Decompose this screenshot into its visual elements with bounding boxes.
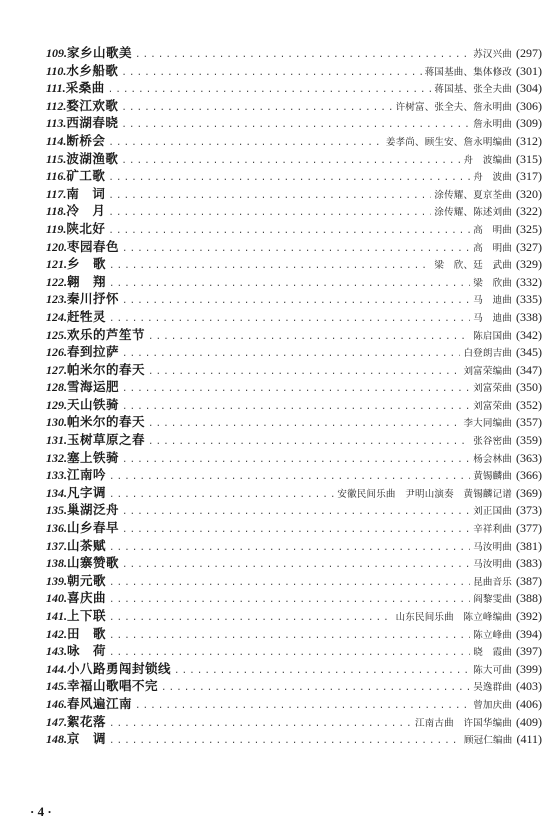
dot-leader bbox=[109, 733, 461, 751]
entry-page: (363) bbox=[516, 450, 542, 465]
entry-composer: 舟 波曲 bbox=[473, 172, 512, 184]
toc-entry[interactable] bbox=[46, 202, 542, 220]
dot-leader bbox=[109, 469, 470, 487]
entry-composer: 黄锡麟曲 bbox=[473, 471, 512, 483]
entry-title: 京 调 bbox=[67, 731, 107, 747]
entry-composer: 陈启国曲 bbox=[473, 330, 512, 342]
dot-leader bbox=[108, 170, 470, 188]
dot-leader bbox=[122, 381, 470, 399]
entry-title: 春到拉萨 bbox=[67, 344, 120, 360]
entry-page: (403) bbox=[516, 679, 542, 694]
entry-number: 121. bbox=[46, 257, 67, 272]
toc-entry[interactable] bbox=[46, 713, 542, 731]
entry-title: 山乡春早 bbox=[67, 520, 120, 536]
entry-composer: 刘富荣曲 bbox=[473, 383, 512, 395]
entry-composer: 马 迪曲 bbox=[473, 312, 512, 324]
entry-number: 117. bbox=[46, 186, 67, 201]
dot-leader bbox=[148, 434, 470, 452]
entry-title: 婺江欢歌 bbox=[66, 97, 119, 113]
entry-composer: 江南古曲 许国华编曲 bbox=[414, 717, 512, 729]
dot-leader bbox=[121, 117, 470, 135]
toc-entry[interactable] bbox=[46, 44, 542, 62]
toc-entry[interactable] bbox=[46, 62, 542, 80]
entry-title: 山茶赋 bbox=[67, 537, 107, 553]
dot-leader bbox=[122, 557, 470, 575]
entry-title: 朝元歌 bbox=[67, 572, 107, 588]
entry-number: 141. bbox=[46, 609, 67, 623]
entry-number: 119. bbox=[46, 221, 67, 236]
entry-composer: 詹永明曲 bbox=[473, 119, 512, 131]
entry-composer: 蒋国基、张全夫曲 bbox=[434, 84, 512, 96]
dot-leader bbox=[148, 416, 460, 434]
entry-title: 秦川抒怀 bbox=[67, 291, 120, 307]
entry-page: (312) bbox=[516, 133, 542, 148]
entry-title: 塞上铁骑 bbox=[67, 449, 120, 465]
toc-entry[interactable] bbox=[46, 343, 542, 361]
entry-composer: 高 明曲 bbox=[473, 224, 512, 236]
entry-number: 114. bbox=[46, 133, 67, 148]
toc-entry[interactable] bbox=[46, 167, 542, 185]
dot-leader bbox=[109, 592, 470, 610]
dot-leader bbox=[109, 487, 334, 505]
entry-title: 水乡船歌 bbox=[66, 62, 119, 78]
entry-title: 冷 月 bbox=[66, 203, 106, 219]
toc-entry[interactable] bbox=[46, 642, 542, 660]
dot-leader bbox=[135, 698, 470, 716]
toc-entry[interactable] bbox=[46, 625, 542, 643]
entry-page: (350) bbox=[516, 380, 542, 395]
dot-leader bbox=[109, 628, 470, 646]
entry-title: 山寨赞歌 bbox=[67, 555, 120, 571]
toc-entry[interactable] bbox=[46, 361, 542, 379]
entry-composer: 梁 欣、廷 武曲 bbox=[434, 260, 512, 272]
entry-page: (329) bbox=[516, 257, 542, 272]
entry-composer: 刘富荣曲 bbox=[473, 400, 512, 412]
toc-entry[interactable] bbox=[46, 308, 542, 326]
toc-entry[interactable] bbox=[46, 396, 542, 414]
entry-page: (377) bbox=[516, 521, 542, 536]
entry-composer: 吴逸群曲 bbox=[473, 682, 512, 694]
entry-composer: 阎黎雯曲 bbox=[473, 594, 512, 606]
entry-page: (387) bbox=[516, 573, 542, 588]
entry-number: 140. bbox=[46, 591, 67, 606]
dot-leader bbox=[109, 276, 470, 294]
dot-leader bbox=[122, 399, 470, 417]
dot-leader bbox=[121, 65, 421, 83]
entry-page: (317) bbox=[516, 169, 542, 184]
entry-number: 123. bbox=[46, 292, 67, 307]
entry-page: (347) bbox=[516, 362, 542, 377]
entry-composer: 昆曲音乐 bbox=[473, 576, 512, 588]
entry-title: 断桥会 bbox=[66, 132, 106, 148]
toc-entry[interactable] bbox=[46, 537, 542, 555]
entry-composer: 安徽民间乐曲 尹明山演奏 黄锡麟记谱 bbox=[337, 488, 512, 500]
dot-leader bbox=[174, 663, 470, 681]
entry-number: 130. bbox=[46, 415, 67, 430]
dot-leader bbox=[122, 452, 470, 470]
toc-entry[interactable] bbox=[46, 150, 542, 168]
entry-composer: 白登朗吉曲 bbox=[463, 348, 512, 360]
entry-page: (352) bbox=[516, 397, 542, 412]
entry-number: 138. bbox=[46, 556, 67, 571]
entry-title: 天山铁骑 bbox=[67, 396, 120, 412]
entry-number: 125. bbox=[46, 327, 67, 342]
entry-title: 乡 歌 bbox=[67, 256, 107, 272]
entry-title: 巢湖泛舟 bbox=[67, 502, 120, 518]
entry-number: 113. bbox=[46, 116, 67, 131]
entry-title: 枣园春色 bbox=[67, 238, 120, 254]
entry-title: 帕米尔的春天 bbox=[67, 361, 146, 377]
entry-title: 田 歌 bbox=[67, 625, 107, 641]
dot-leader bbox=[108, 188, 431, 206]
entry-composer: 姜孝尚、顾生安、詹永明编曲 bbox=[385, 136, 512, 148]
entry-composer: 张谷密曲 bbox=[473, 436, 512, 448]
entry-composer: 杨会林曲 bbox=[473, 453, 512, 465]
dot-leader bbox=[148, 329, 470, 347]
entry-composer: 高 明曲 bbox=[473, 242, 512, 254]
entry-page: (301) bbox=[516, 63, 542, 78]
entry-number: 135. bbox=[46, 503, 67, 518]
entry-number: 139. bbox=[46, 573, 67, 588]
toc-entry[interactable] bbox=[46, 378, 542, 396]
dot-leader bbox=[121, 153, 460, 171]
entry-number: 147. bbox=[46, 714, 67, 729]
dot-leader bbox=[135, 47, 470, 65]
entry-title: 帕米尔的春天 bbox=[67, 414, 146, 430]
dot-leader bbox=[161, 680, 470, 698]
toc-entry[interactable] bbox=[46, 220, 542, 238]
entry-page: (345) bbox=[516, 345, 542, 360]
toc-entry[interactable] bbox=[46, 97, 542, 115]
entry-number: 132. bbox=[46, 450, 67, 465]
entry-composer: 陈大可曲 bbox=[473, 664, 512, 676]
toc-entry[interactable] bbox=[46, 589, 542, 607]
entry-page: (397) bbox=[516, 644, 542, 659]
toc-entry[interactable] bbox=[46, 572, 542, 590]
toc-entry[interactable] bbox=[46, 273, 542, 291]
entry-title: 春风遍江南 bbox=[67, 695, 133, 711]
entry-page: (320) bbox=[516, 186, 542, 201]
entry-page: (383) bbox=[516, 556, 542, 571]
toc-entry[interactable] bbox=[46, 79, 542, 97]
entry-title: 玉树草原之春 bbox=[67, 432, 146, 448]
entry-title: 南 词 bbox=[66, 185, 106, 201]
entry-title: 波湖渔歌 bbox=[66, 150, 119, 166]
entry-page: (369) bbox=[516, 485, 542, 500]
entry-composer: 陈立峰曲 bbox=[473, 629, 512, 641]
entry-page: (342) bbox=[516, 327, 542, 342]
entry-number: 127. bbox=[46, 362, 67, 377]
entry-page: (325) bbox=[516, 221, 542, 236]
dot-leader bbox=[108, 205, 431, 223]
toc-entry[interactable] bbox=[46, 114, 542, 132]
entry-title: 小八路勇闯封锁线 bbox=[67, 660, 172, 676]
entry-composer: 梁 欣曲 bbox=[473, 277, 512, 289]
toc-entry[interactable] bbox=[46, 484, 542, 502]
entry-composer: 马 迪曲 bbox=[473, 295, 512, 307]
entry-number: 109. bbox=[46, 46, 67, 60]
entry-composer: 蒋国基曲、集体修改 bbox=[424, 66, 512, 78]
toc-entry[interactable] bbox=[46, 519, 542, 537]
page-number: · 4 · bbox=[30, 804, 52, 819]
entry-page: (366) bbox=[516, 468, 542, 483]
toc-entry[interactable] bbox=[46, 677, 542, 695]
dot-leader bbox=[109, 540, 470, 558]
entry-page: (309) bbox=[516, 116, 542, 131]
entry-composer: 山东民间乐曲 陈立峰编曲 bbox=[395, 612, 512, 623]
entry-number: 136. bbox=[46, 521, 67, 536]
entry-composer: 舟 波编曲 bbox=[463, 154, 512, 166]
entry-title: 江南吟 bbox=[67, 467, 107, 483]
dot-leader bbox=[148, 364, 460, 382]
entry-page: (399) bbox=[516, 661, 542, 676]
entry-composer: 涂传耀、夏京荃曲 bbox=[434, 189, 512, 201]
entry-number: 111. bbox=[46, 81, 66, 96]
entry-number: 116. bbox=[46, 169, 67, 184]
dot-leader bbox=[108, 135, 383, 153]
entry-composer: 苏汉兴曲 bbox=[473, 49, 512, 60]
entry-composer: 晓 霞曲 bbox=[473, 647, 512, 659]
entry-number: 145. bbox=[46, 679, 67, 694]
toc-entry[interactable] bbox=[46, 730, 542, 748]
entry-page: (392) bbox=[516, 609, 542, 623]
entry-page: (381) bbox=[516, 538, 542, 553]
entry-page: (357) bbox=[516, 415, 542, 430]
entry-number: 120. bbox=[46, 239, 67, 254]
entry-number: 144. bbox=[46, 661, 67, 676]
entry-number: 142. bbox=[46, 626, 67, 641]
toc-entry[interactable] bbox=[46, 431, 542, 449]
toc-entry[interactable] bbox=[46, 695, 542, 713]
entry-page: (304) bbox=[516, 81, 542, 96]
entry-title: 雪海运肥 bbox=[67, 379, 120, 395]
dot-leader bbox=[122, 293, 470, 311]
entry-page: (327) bbox=[516, 239, 542, 254]
toc-entry[interactable] bbox=[46, 255, 542, 273]
dot-leader bbox=[122, 241, 470, 259]
entry-title: 咏 荷 bbox=[67, 643, 107, 659]
entry-page: (388) bbox=[516, 591, 542, 606]
dot-leader bbox=[121, 100, 392, 118]
entry-number: 115. bbox=[46, 151, 67, 166]
entry-number: 143. bbox=[46, 644, 67, 659]
entry-number: 146. bbox=[46, 696, 67, 711]
entry-page: (338) bbox=[516, 309, 542, 324]
entry-number: 124. bbox=[46, 309, 67, 324]
entry-number: 122. bbox=[46, 274, 67, 289]
entry-composer: 李大同编曲 bbox=[463, 418, 512, 430]
entry-page: (332) bbox=[516, 274, 542, 289]
entry-composer: 刘正国曲 bbox=[473, 506, 512, 518]
entry-page: (315) bbox=[516, 151, 542, 166]
dot-leader bbox=[109, 258, 431, 276]
entry-composer: 顾冠仁编曲 bbox=[463, 735, 513, 747]
entry-title: 翱 翔 bbox=[67, 273, 107, 289]
entry-page: (322) bbox=[516, 204, 542, 219]
entry-composer: 曾加庆曲 bbox=[473, 699, 512, 711]
entry-composer: 马汝明曲 bbox=[473, 541, 512, 553]
entry-page: (409) bbox=[516, 714, 542, 729]
dot-leader bbox=[122, 522, 470, 540]
entry-number: 118. bbox=[46, 204, 67, 219]
entry-title: 上下联 bbox=[67, 608, 107, 623]
entry-title: 陕北好 bbox=[66, 220, 106, 236]
entry-number: 133. bbox=[46, 468, 67, 483]
entry-number: 134. bbox=[46, 485, 67, 500]
entry-number: 148. bbox=[46, 732, 67, 747]
dot-leader bbox=[108, 82, 432, 100]
entry-number: 126. bbox=[46, 345, 67, 360]
entry-number: 110. bbox=[46, 63, 67, 78]
entry-title: 幸福山歌唱不完 bbox=[67, 678, 159, 694]
dot-leader bbox=[108, 223, 470, 241]
entry-page: (359) bbox=[516, 433, 542, 448]
dot-leader bbox=[109, 610, 393, 628]
entry-title: 赶牲灵 bbox=[67, 308, 107, 324]
entry-title: 矿工歌 bbox=[66, 168, 106, 184]
entry-number: 128. bbox=[46, 380, 67, 395]
entry-number: 112. bbox=[46, 98, 67, 113]
entry-number: 129. bbox=[46, 397, 67, 412]
entry-number: 137. bbox=[46, 538, 67, 553]
entry-title: 西湖春晓 bbox=[66, 115, 119, 131]
toc-entry[interactable] bbox=[46, 132, 542, 150]
entry-composer: 辛祥利曲 bbox=[473, 524, 512, 536]
toc-entry[interactable] bbox=[46, 449, 542, 467]
entry-composer: 许树富、张全夫、詹永明曲 bbox=[395, 101, 512, 113]
toc-entry[interactable] bbox=[46, 185, 542, 203]
entry-title: 絮花落 bbox=[67, 713, 107, 729]
entry-title: 欢乐的芦笙节 bbox=[67, 326, 146, 342]
toc-entry[interactable] bbox=[46, 326, 542, 344]
entry-composer: 涂传耀、陈述刘曲 bbox=[434, 207, 512, 219]
entry-title: 家乡山歌美 bbox=[67, 45, 133, 60]
dot-leader bbox=[109, 575, 470, 593]
entry-title: 喜庆曲 bbox=[67, 590, 107, 606]
dot-leader bbox=[122, 504, 470, 522]
toc-entry[interactable] bbox=[46, 607, 542, 625]
toc-entry[interactable] bbox=[46, 660, 542, 678]
toc-entry[interactable] bbox=[46, 413, 542, 431]
dot-leader bbox=[109, 311, 470, 329]
entry-title: 凡字调 bbox=[67, 484, 107, 500]
entry-page: (335) bbox=[516, 292, 542, 307]
entry-page: (306) bbox=[516, 98, 542, 113]
entry-composer: 刘富荣编曲 bbox=[463, 365, 512, 377]
entry-number: 131. bbox=[46, 433, 67, 448]
entry-page: (373) bbox=[516, 503, 542, 518]
table-of-contents bbox=[46, 44, 542, 748]
entry-page: (406) bbox=[516, 696, 542, 711]
entry-page: (297) bbox=[516, 46, 542, 60]
dot-leader bbox=[109, 716, 412, 734]
entry-composer: 马汝明曲 bbox=[473, 559, 512, 571]
toc-entry[interactable] bbox=[46, 466, 542, 484]
entry-page: (394) bbox=[516, 626, 542, 641]
dot-leader bbox=[122, 346, 460, 364]
entry-page: (411) bbox=[516, 732, 542, 747]
entry-title: 采桑曲 bbox=[65, 80, 105, 96]
